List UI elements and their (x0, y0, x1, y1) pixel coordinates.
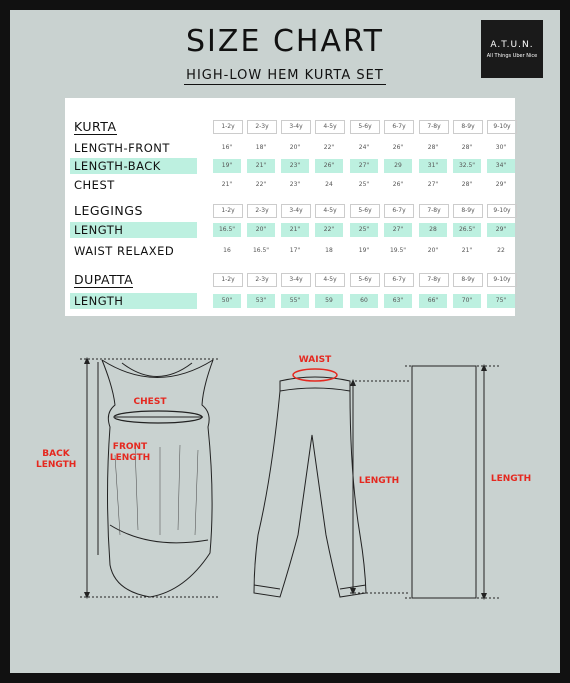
size-header-cell: 5-6y (350, 120, 380, 134)
size-header-cell: 4-5y (315, 204, 345, 218)
measurement-cell: 59 (315, 294, 343, 308)
measurement-cell: 21" (461, 247, 473, 254)
measurement-cell: 29 (384, 159, 412, 173)
table-row (65, 158, 515, 174)
measurement-cell: 16 (223, 247, 231, 254)
measurement-cell: 18 (325, 247, 333, 254)
table-row (65, 177, 515, 193)
size-header-cell: 8-9y (453, 273, 483, 287)
measurement-cell: 21" (247, 159, 275, 173)
measurement-cell: 22 (497, 247, 505, 254)
row-label-text: WAIST RELAXED (74, 244, 175, 258)
table-row (65, 243, 515, 259)
table-row (65, 222, 515, 238)
measurement-cell: 16.5" (213, 223, 241, 237)
size-header-cell: 1-2y (213, 120, 243, 134)
size-header-cell: 2-3y (247, 273, 277, 287)
size-header-cell: 4-5y (315, 120, 345, 134)
measurement-diagrams (10, 335, 560, 655)
logo-name: A.T.U.N. (490, 40, 534, 50)
leggings-illustration (254, 377, 366, 597)
size-header-cell: 7-8y (419, 204, 449, 218)
label-legging-length: LENGTH (358, 476, 400, 486)
size-header-cell: 3-4y (281, 273, 311, 287)
label-front-length: FRONT LENGTH (109, 442, 151, 463)
size-header-cell: 3-4y (281, 120, 311, 134)
waist-ellipse (293, 369, 337, 381)
size-header-cell: 1-2y (213, 273, 243, 287)
measurement-cell: 27" (427, 181, 439, 188)
measurement-cell: 26" (315, 159, 343, 173)
kurta-illustration (102, 360, 213, 597)
measurement-cell: 30" (495, 144, 507, 151)
measurement-cell: 22" (255, 181, 267, 188)
row-label (74, 177, 115, 193)
label-dupatta-length: LENGTH (490, 474, 532, 484)
measurement-cell: 34" (487, 159, 515, 173)
measurement-cell: 27" (384, 223, 412, 237)
size-header-cell: 5-6y (350, 273, 380, 287)
measurement-cell: 28" (461, 144, 473, 151)
measurement-cell: 27" (350, 159, 378, 173)
measurement-cell: 28 (419, 223, 447, 237)
measurement-cell: 63" (384, 294, 412, 308)
diagram-svg (10, 335, 560, 655)
size-header-cell: 1-2y (213, 204, 243, 218)
row-label-text: LENGTH-BACK (74, 159, 161, 173)
measurement-cell: 28" (461, 181, 473, 188)
measurement-cell: 50" (213, 294, 241, 308)
measurement-cell: 18" (255, 144, 267, 151)
label-back-length: BACK LENGTH (36, 449, 77, 470)
size-header-cell: 9-10y (487, 120, 517, 134)
measurement-cell: 26.5" (453, 223, 481, 237)
row-label (74, 243, 174, 259)
row-label-text: LENGTH (74, 294, 124, 308)
table-row (65, 203, 515, 219)
measurement-cell: 19" (358, 247, 370, 254)
size-header-cell: 9-10y (487, 273, 517, 287)
measurement-cell: 26" (392, 181, 404, 188)
measurement-cell: 24" (358, 144, 370, 151)
size-header-cell: 9-10y (487, 204, 517, 218)
row-label (70, 293, 197, 309)
measure-arrows (87, 359, 484, 598)
row-label (70, 222, 197, 238)
size-header-cell: 7-8y (419, 120, 449, 134)
table-row (65, 272, 515, 288)
measurement-cell: 20" (427, 247, 439, 254)
measurement-cell: 29" (495, 181, 507, 188)
size-header-cell: 6-7y (384, 273, 414, 287)
measurement-cell: 23" (289, 181, 301, 188)
row-label-text: LENGTH-FRONT (74, 141, 170, 155)
measurement-cell: 25" (358, 181, 370, 188)
row-label (74, 140, 170, 156)
measurement-cell: 31" (419, 159, 447, 173)
subtitle-text: HIGH-LOW HEM KURTA SET (186, 68, 384, 83)
size-header-cell: 6-7y (384, 120, 414, 134)
measurement-cell: 53" (247, 294, 275, 308)
measurement-cell: 28" (427, 144, 439, 151)
row-label-text: LEGGINGS (74, 203, 143, 218)
row-label-text: DUPATTA (74, 272, 134, 287)
measurement-cell: 75" (487, 294, 515, 308)
table-row (65, 293, 515, 309)
measurement-cell: 23" (281, 159, 309, 173)
size-header-cell: 5-6y (350, 204, 380, 218)
size-chart-frame (10, 10, 560, 673)
measurement-cell: 22" (323, 144, 335, 151)
size-header-cell: 8-9y (453, 204, 483, 218)
measurement-cell: 55" (281, 294, 309, 308)
measurement-cell: 21" (221, 181, 233, 188)
measurement-cell: 19" (213, 159, 241, 173)
label-waist: WAIST (298, 355, 332, 365)
measurement-cell: 70" (453, 294, 481, 308)
size-header-cell: 6-7y (384, 204, 414, 218)
size-header-cell: 2-3y (247, 204, 277, 218)
measurement-cell: 66" (419, 294, 447, 308)
page-title: SIZE CHART (186, 24, 384, 59)
row-label-text: LENGTH (74, 223, 124, 237)
size-header-cell: 3-4y (281, 204, 311, 218)
measurement-cell: 26" (392, 144, 404, 151)
measurement-cell: 17" (289, 247, 301, 254)
measurement-cell: 32.5" (453, 159, 481, 173)
measurement-cell: 21" (281, 223, 309, 237)
arrow-heads (84, 357, 487, 600)
measurement-cell: 29" (487, 223, 515, 237)
table-row (65, 140, 515, 156)
row-label (74, 119, 117, 135)
label-chest: CHEST (133, 397, 167, 407)
measurement-cell: 20" (289, 144, 301, 151)
size-header-cell: 4-5y (315, 273, 345, 287)
size-header-cell: 8-9y (453, 120, 483, 134)
row-label (74, 272, 133, 288)
row-label-text: KURTA (74, 119, 117, 134)
measurement-cell: 22" (315, 223, 343, 237)
brand-logo (481, 20, 543, 78)
row-label (70, 158, 197, 174)
measurement-cell: 16" (221, 144, 233, 151)
measurement-cell: 60 (350, 294, 378, 308)
size-table (65, 98, 515, 316)
measurement-cell: 16.5" (252, 247, 270, 254)
size-header-cell: 7-8y (419, 273, 449, 287)
dupatta-illustration (412, 366, 476, 598)
measurement-cell: 20" (247, 223, 275, 237)
size-header-cell: 2-3y (247, 120, 277, 134)
table-row (65, 119, 515, 135)
measurement-cell: 24 (325, 181, 333, 188)
measurement-cell: 25" (350, 223, 378, 237)
logo-tagline: All Things Uber Nice (486, 53, 538, 59)
row-label (74, 203, 143, 219)
row-label-text: CHEST (74, 178, 115, 192)
measurement-cell: 19.5" (389, 247, 407, 254)
page-subtitle (10, 68, 560, 83)
